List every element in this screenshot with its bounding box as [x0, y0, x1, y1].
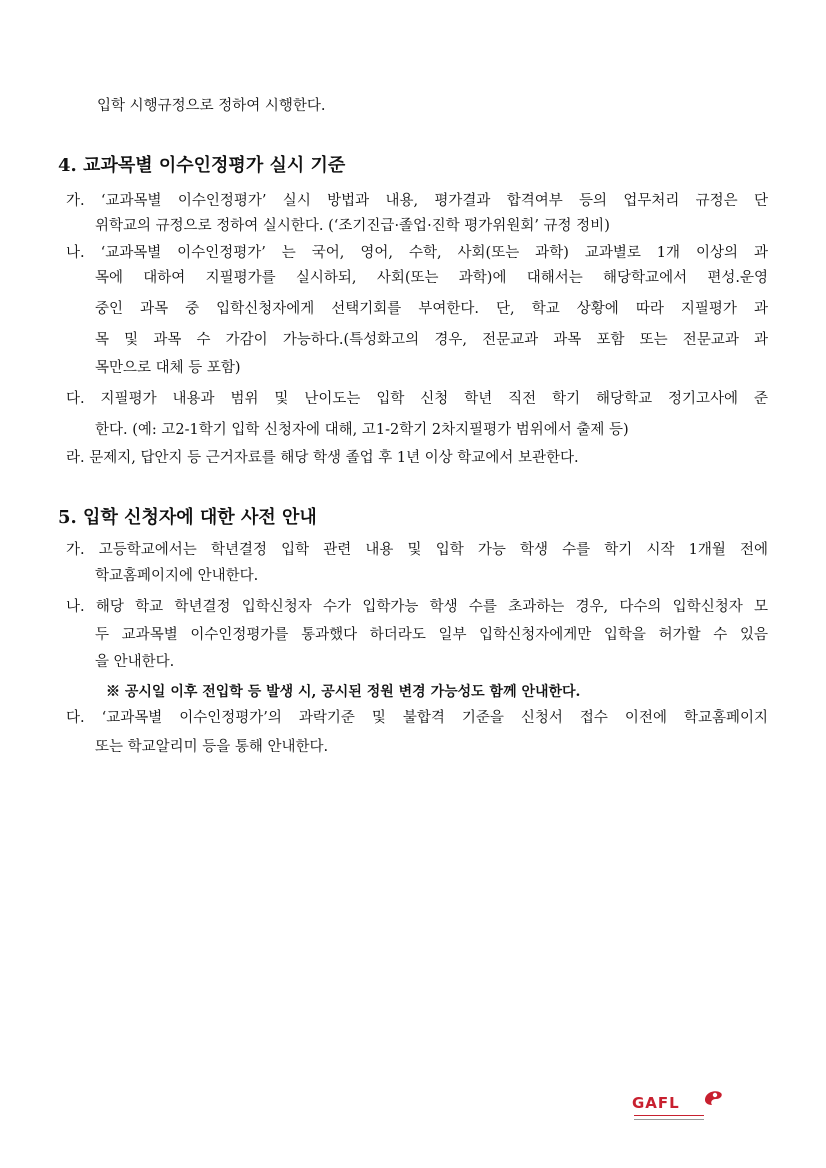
section-5-item-ga-line-2: 학교홈페이지에 안내한다.: [95, 568, 259, 584]
section-4-item-ga-line-1: 가. ‘교과목별 이수인정평가’ 실시 방법과 내용, 평가결과 합격여부 등의 업무처리 규정은 단: [66, 193, 768, 209]
section-4-heading: 4. 교과목별 이수인정평가 실시 기준: [58, 155, 346, 176]
section-4-item-da-line-2: 한다. (예: 고2-1학기 입학 신청자에 대해, 고1-2학기 2차지필평가 범위에서 출제 등): [95, 422, 629, 438]
section-4-item-ra-line-1: 라. 문제지, 답안지 등 근거자료를 해당 학생 졸업 후 1년 이상 학교에서 보관한다.: [66, 450, 579, 466]
logo-mark-icon: [702, 1088, 724, 1110]
intro-continuation: 입학 시행규정으로 정하여 시행한다.: [97, 98, 326, 114]
section-5-item-na-line-3: 을 안내한다.: [95, 654, 175, 670]
section-4-item-na-line-4: 목 및 과목 수 가감이 가능하다.(특성화고의 경우, 전문교과 과목 포함 또는 전문교과 과: [95, 332, 768, 348]
section-4-item-da-line-1: 다. 지필평가 내용과 범위 및 난이도는 입학 신청 학년 직전 학기 해당학교 정기고사에 준: [66, 391, 768, 407]
logo-caption-rule: [634, 1115, 704, 1120]
section-4-item-na-line-5: 목만으로 대체 등 포함): [95, 360, 241, 376]
section-4-item-na-line-1: 나. ‘교과목별 이수인정평가’ 는 국어, 영어, 수학, 사회(또는 과학) 교과별로 1개 이상의 과: [66, 245, 768, 261]
section-4-item-na-line-3: 중인 과목 중 입학신청자에게 선택기회를 부여한다. 단, 학교 상황에 따라 지필평가 과: [95, 301, 768, 317]
logo-text: GAFL: [632, 1094, 680, 1112]
section-5-item-da-line-2: 또는 학교알리미 등을 통해 안내한다.: [95, 739, 329, 755]
section-5-heading: 5. 입학 신청자에 대한 사전 안내: [58, 507, 317, 528]
section-5-item-ga-line-1: 가. 고등학교에서는 학년결정 입학 관련 내용 및 입학 가능 학생 수를 학기 시작 1개월 전에: [66, 542, 768, 558]
section-5-item-na-line-1: 나. 해당 학교 학년결정 입학신청자 수가 입학가능 학생 수를 초과하는 경우, 다수의 입학신청자 모: [66, 599, 768, 615]
section-4-item-ga-line-2: 위학교의 규정으로 정하여 실시한다. (‘조기진급·졸업·진학 평가위원회’ 규정 정비): [95, 218, 610, 234]
section-5-note: ※ 공시일 이후 전입학 등 발생 시, 공시된 정원 변경 가능성도 함께 안내한다.: [106, 684, 581, 700]
section-4-item-na-line-2: 목에 대하여 지필평가를 실시하되, 사회(또는 과학)에 대해서는 해당학교에서 편성.운영: [95, 270, 768, 286]
section-5-item-na-line-2: 두 교과목별 이수인정평가를 통과했다 하더라도 일부 입학신청자에게만 입학을 허가할 수 있음: [95, 627, 768, 643]
section-5-item-da-line-1: 다. ‘교과목별 이수인정평가’의 과락기준 및 불합격 기준을 신청서 접수 이전에 학교홈페이지: [66, 710, 768, 726]
gafl-logo: [632, 1088, 732, 1128]
